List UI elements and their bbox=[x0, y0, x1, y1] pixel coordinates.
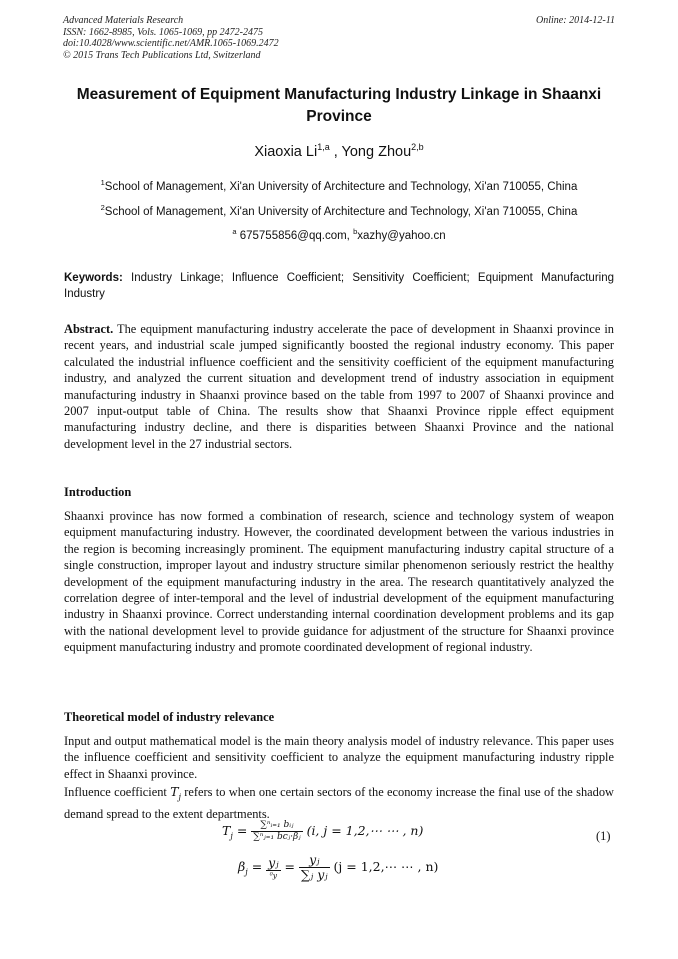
affiliation-2-marker: 2 bbox=[100, 203, 105, 212]
eq1-lhs: T bbox=[222, 823, 231, 838]
eq2-lhs: β bbox=[238, 859, 246, 874]
influence-symbol-subscript: j bbox=[178, 792, 181, 802]
influence-symbol: T bbox=[170, 784, 179, 799]
author-separator: , bbox=[329, 143, 342, 160]
theory-heading: Theoretical model of industry relevance bbox=[64, 710, 275, 724]
paper-title bbox=[40, 84, 638, 128]
author-emails bbox=[0, 227, 678, 242]
eq1-denominator: ∑ⁿⱼ₌₁ bcⱼ·βⱼ bbox=[253, 832, 301, 842]
journal-header bbox=[63, 15, 615, 61]
keywords-label: Keywords: bbox=[64, 272, 123, 284]
author-list bbox=[0, 142, 678, 160]
equation-1: $T_j$ = $\frac{\text{∑ⁿᵢ₌₁ bᵢⱼ}}{\text{∑ⁿⱼ₌₁ bcⱼ·βⱼ}}$ (i, j = 1,2,⋯ ⋯ , n) bbox=[222, 820, 424, 842]
affiliation-1 bbox=[0, 178, 678, 193]
theory-paragraph-2 bbox=[64, 784, 614, 822]
eq2-condition: (j = 1,2,⋯ ⋯ , n) bbox=[333, 859, 439, 874]
email-b: xazhy@yahoo.cn bbox=[357, 229, 446, 242]
journal-doi: doi:10.4028/www.scientific.net/AMR.1065-1069.2472 bbox=[63, 38, 279, 49]
author-name-2: Yong Zhou bbox=[341, 143, 412, 160]
eq2-fraction-1-numerator: yⱼ bbox=[268, 854, 279, 870]
eq1-lhs-subscript: j bbox=[230, 831, 233, 841]
eq2-fraction-2 bbox=[299, 853, 330, 882]
email-a: 675755856@qq.com, bbox=[236, 229, 354, 242]
affiliation-2 bbox=[0, 203, 678, 218]
eq2-lhs-subscript: j bbox=[245, 867, 248, 877]
affiliation-2-text: School of Management, Xi'an University of Architecture and Technology, Xi'an 710055, China bbox=[104, 205, 578, 218]
online-date: Online: 2014-12-11 bbox=[536, 15, 615, 26]
abstract bbox=[64, 321, 614, 452]
theory-paragraph-2-start: Influence coefficient bbox=[64, 785, 171, 799]
abstract-text: The equipment manufacturing industry accelerate the pace of development in Shaanxi province in recent years, and industrial scale jumped significantly boosted the regional industry economy. This paper calculated the industrial influence coefficient and the sensitivity coefficient of the equipment manufacturing industry, and analyzed the current situation and development trend of industry association in equipment manufacturing industry in Shaanxi province based on the table from 1997 to 2007 of Shaanxi province and 2007 input-output table of China. The results show that Shaanxi Province ripple effect equipment manufacturing industry decline, and there is disparities between Shaanxi Province and the national development level in the 27 industrial sectors. bbox=[64, 322, 614, 451]
abstract-label: Abstract. bbox=[64, 322, 114, 336]
eq2-fraction-2-numerator: yⱼ bbox=[299, 853, 330, 868]
journal-copyright: © 2015 Trans Tech Publications Ltd, Switzerland bbox=[63, 49, 261, 61]
affiliation-1-marker: 1 bbox=[100, 178, 105, 187]
theory-paragraph-1: Input and output mathematical model is the main theory analysis model of industry relevance. This paper uses the influence coefficient and sensitivity coefficient to analyze the equipment manufacturing industry ripple effect in Shaanxi province. bbox=[64, 734, 614, 781]
eq2-fraction-1-denominator: ⁰y bbox=[269, 870, 277, 880]
author-1-marker: 1,a bbox=[317, 142, 330, 152]
introduction-text: Shaanxi province has now formed a combination of research, science and technology system of weapon equipment manufacturing industry. However, the coordinated development between the various industries in the region is becoming increasingly prominent. The equipment manufacturing industry capital structure of a single construction, improper layout and industry structure similar phenomenon seriously restrict the healthy development of the equipment manufacturing industry in the area. The research quantitatively analyzed the correlation degree of inter-temporal and the level of industrial development of the equipment manufacturing industry in Shaanxi province. Correct understanding internal coordination development problems and its gap with the national development level to provide guidance for adjustment of the structure for Shaanxi province equipment manufacturing industry and promote coordinated development of regional industry. bbox=[64, 509, 614, 655]
title-line-1: Measurement of Equipment Manufacturing Industry Linkage in Shaanxi bbox=[76, 86, 602, 103]
author-name-1: Xiaoxia Li bbox=[254, 143, 318, 160]
eq2-fraction-1 bbox=[266, 856, 280, 880]
journal-issn: ISSN: 1662-8985, Vols. 1065-1069, pp 2472-2475 bbox=[63, 26, 263, 38]
journal-name: Advanced Materials Research bbox=[63, 15, 184, 26]
keywords-text: Industry Linkage; Influence Coefficient; Sensitivity Coefficient; Equipment Manufacturing Industry bbox=[64, 272, 614, 300]
equation-2: $\beta_j$ = $\frac{\text{yⱼ}}{\text{⁰y}}$ = $\frac{\text{yⱼ}}{\text{∑ⱼ yⱼ}}$ (j = 1,2,⋯ ⋯ , n) bbox=[238, 852, 439, 882]
equation-1-number: (1) bbox=[596, 829, 611, 843]
eq1-fraction bbox=[251, 820, 302, 843]
introduction-heading: Introduction bbox=[64, 485, 132, 499]
eq1-numerator: ∑ⁿᵢ₌₁ bᵢⱼ bbox=[251, 820, 302, 832]
keywords bbox=[64, 270, 614, 302]
eq2-fraction-2-denominator: ∑ⱼ yⱼ bbox=[301, 867, 328, 882]
author-2-marker: 2,b bbox=[411, 142, 424, 152]
email-a-marker: a bbox=[232, 227, 237, 236]
theory-paragraph-2-end: refers to when one certain sectors of the economy increase the final use of the shadow demand spread to the extent departments. bbox=[64, 785, 614, 821]
email-b-marker: b bbox=[353, 227, 358, 236]
title-line-2: Province bbox=[306, 108, 372, 125]
affiliation-1-text: School of Management, Xi'an University of Architecture and Technology, Xi'an 710055, China bbox=[104, 180, 578, 193]
eq1-condition: (i, j = 1,2,⋯ ⋯ , n) bbox=[306, 823, 424, 838]
